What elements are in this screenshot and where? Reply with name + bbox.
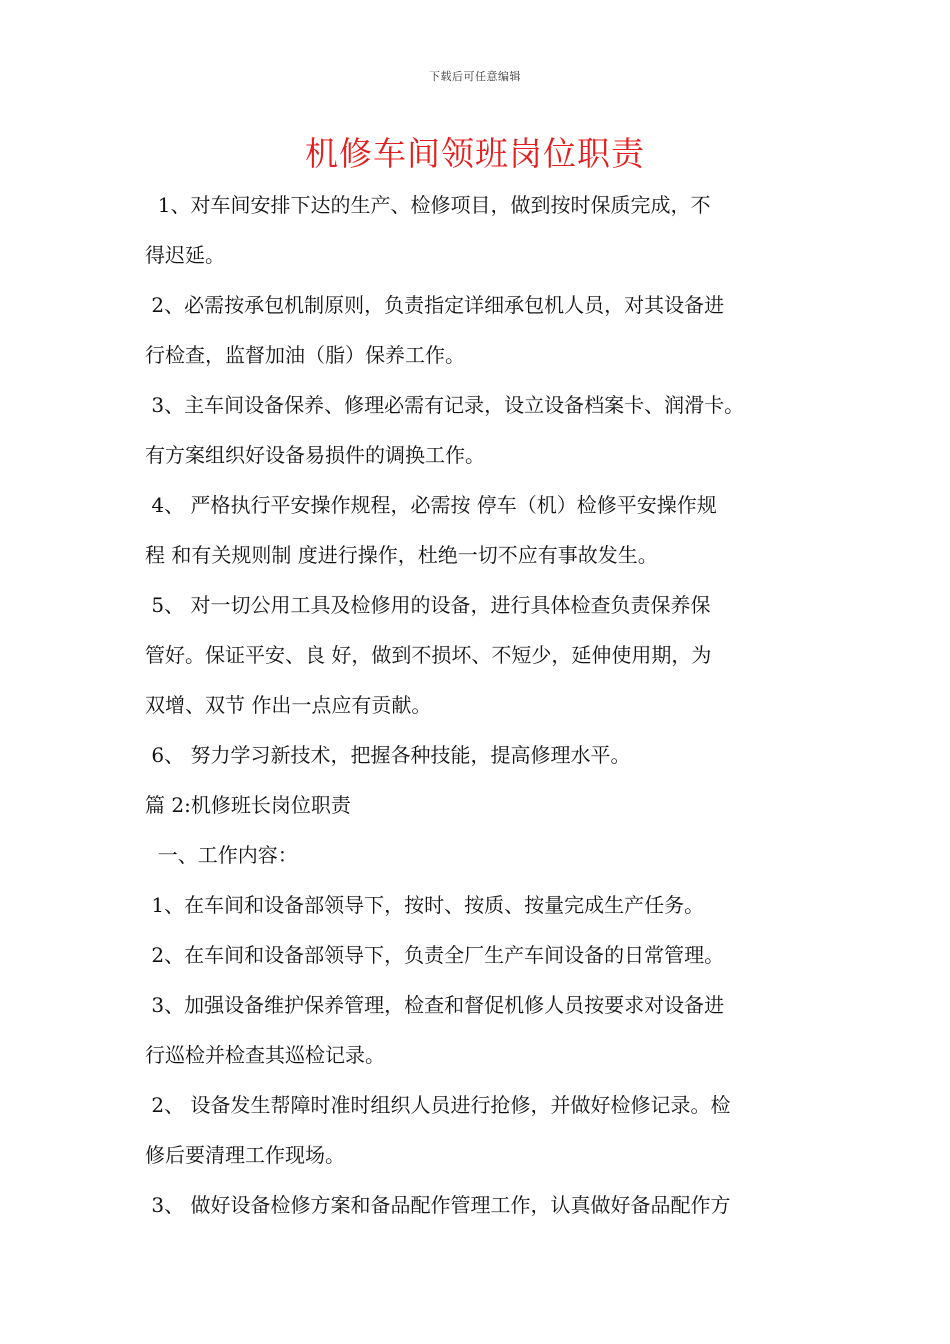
body-line: 有方案组织好设备易损件的调换工作。 (145, 443, 485, 467)
document-title: 机修车间领班岗位职责 (305, 134, 645, 173)
document-body (145, 180, 815, 1230)
body-line: 行检查，监督加油（脂）保养工作。 (145, 343, 465, 367)
body-line: 1、对车间安排下达的生产、检修项目，做到按时保质完成，不 (145, 193, 711, 217)
body-line: 行巡检并检查其巡检记录。 (145, 1043, 385, 1067)
body-line: 得迟延。 (145, 243, 225, 267)
body-line: 4、 严格执行平安操作规程，必需按 停车（机）检修平安操作规 (145, 493, 717, 517)
subsection-heading: 一、工作内容： (145, 843, 298, 867)
body-line: 修后要清理工作现场。 (145, 1143, 345, 1167)
body-line: 6、 努力学习新技术，把握各种技能，提高修理水平。 (145, 743, 631, 767)
section-heading: 篇 2:机修班长岗位职责 (145, 793, 351, 817)
body-line: 3、主车间设备保养、修理必需有记录，设立设备档案卡、润滑卡。 (145, 393, 745, 417)
body-line: 3、 做好设备检修方案和备品配作管理工作，认真做好备品配作方 (145, 1193, 731, 1217)
body-line: 程 和有关规则制 度进行操作，杜绝一切不应有事故发生。 (145, 543, 658, 567)
body-line: 2、在车间和设备部领导下，负责全厂生产车间设备的日常管理。 (145, 943, 725, 967)
body-line: 1、在车间和设备部领导下，按时、按质、按量完成生产任务。 (145, 893, 705, 917)
body-line: 3、加强设备维护保养管理，检查和督促机修人员按要求对设备进 (145, 993, 725, 1017)
body-line: 2、必需按承包机制原则，负责指定详细承包机人员，对其设备进 (145, 293, 725, 317)
body-line: 2、 设备发生帮障时准时组织人员进行抢修，并做好检修记录。检 (145, 1093, 731, 1117)
body-line: 5、 对一切公用工具及检修用的设备，进行具体检查负责保养保 (145, 593, 711, 617)
body-line: 双增、双节 作出一点应有贡献。 (145, 693, 432, 717)
header-note: 下载后可任意编辑 (429, 70, 521, 83)
body-line: 管好。保证平安、良 好，做到不损坏、不短少，延伸使用期，为 (145, 643, 712, 667)
